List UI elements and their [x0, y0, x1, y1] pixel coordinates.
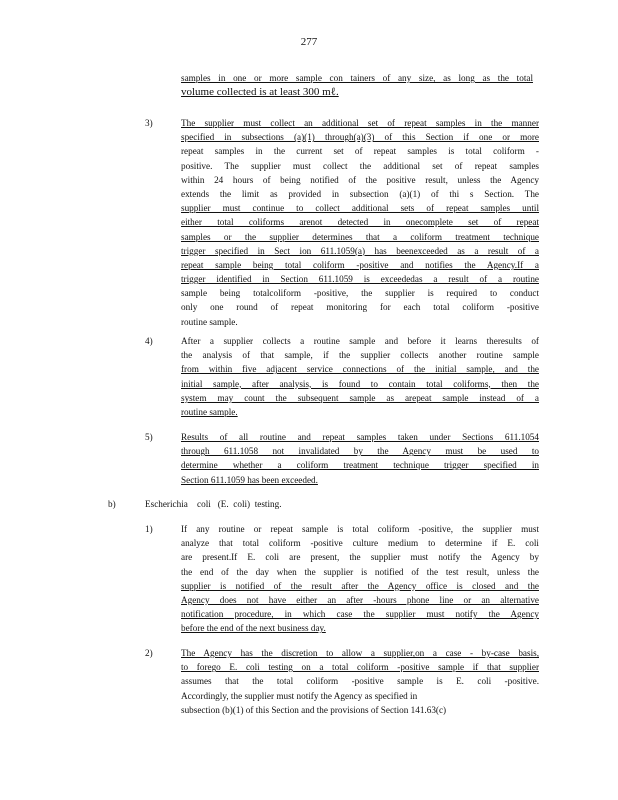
text-line: assumes that the total coliform -positive sample is E. coli -positive. [181, 676, 539, 687]
text-line: supplier is notified of the result after the Agency office is closed and the [181, 580, 539, 591]
text-line: routine sample. [181, 406, 238, 417]
text-line: subsection (b)(1) of this Section and the provisions of Section 141.63(c) [181, 704, 447, 715]
section-b-letter: b) [108, 499, 116, 509]
text-line: If any routine or repeat sample is total coliform -positive, the supplier must [181, 524, 539, 534]
text-line: repeat samples in the current set of repeat samples is total coliform - [181, 146, 539, 157]
text-line: determine whether a coliform treatment technique trigger specified in [181, 460, 539, 471]
text-line: routine sample. [181, 316, 238, 327]
text-line: the analysis of that sample, if the supplier collects another routine sample [181, 350, 539, 361]
text-line: volume collected is at least 300 mℓ. [181, 86, 339, 99]
text-line: initial sample, after analysis, is found to contain total coliforms, then the [181, 378, 539, 389]
text-line: only one round of repeat monitoring for each total coliform -positive [181, 302, 539, 313]
text-line: repeat sample being total coliform -positive and notifies the Agency.If a [181, 259, 539, 270]
item-number: 5) [145, 432, 153, 442]
item-number: 3) [145, 118, 153, 128]
text-line: Accordingly, the supplier must notify the Agency as specified in [181, 690, 418, 701]
text-line: are present.If E. coli are present, the supplier must notify the Agency by [181, 552, 539, 563]
item-number: 4) [145, 336, 153, 346]
text-line: either total coliforms arenot detected in onecomplete set of repeat [181, 217, 539, 228]
item-number: 1) [145, 524, 153, 534]
text-line: extends the limit as provided in subsection (a)(1) of thi s Section. The [181, 188, 539, 199]
text-line: The Agency has the discretion to allow a supplier,on a case - by-case basis, [181, 648, 539, 658]
item-number: 2) [145, 648, 153, 658]
text-line: Section 611.1059 has been exceeded. [181, 474, 318, 485]
page-number: 277 [300, 36, 318, 48]
text-line: samples or the supplier determines that a coliform treatment technique [181, 231, 539, 242]
text-line: samples in one or more sample con tainers of any size, as long as the total [181, 73, 533, 83]
text-line: through 611.1058 not invalidated by the Agency must be used to [181, 446, 539, 457]
section-b-heading: Escherichia coli (E. coli) testing. [145, 499, 282, 509]
text-line: Results of all routine and repeat samples taken under Sections 611.1054 [181, 432, 539, 442]
text-line: the end of the day when the supplier is notified of the test result, unless the [181, 566, 539, 577]
item-paragraph [181, 522, 539, 636]
text-line: sample being totalcoliform -positive, the supplier is required to conduct [181, 288, 539, 299]
text-line: system may count the subsequent sample as arepeat sample instead of a [181, 392, 539, 403]
item-paragraph [181, 646, 539, 717]
text-line: notification procedure, in which case the supplier must notify the Agency [181, 609, 539, 620]
text-line: before the end of the next business day. [181, 623, 326, 634]
text-line: trigger specified in Sect ion 611.1059(a) has beenexceeded as a result of a [181, 245, 539, 256]
item-paragraph [181, 430, 539, 487]
text-line: After a supplier collects a routine sample and before it learns theresults of [181, 336, 539, 346]
text-line: trigger identified in Section 611.1059 is exceededas a result of a routine [181, 274, 539, 285]
item-paragraph [181, 334, 539, 419]
text-line: supplier must continue to collect additional sets of repeat samples until [181, 203, 539, 214]
text-line: to forego E. coli testing on a total coliform -positive sample if that supplier [181, 662, 539, 673]
intro-paragraph [181, 71, 533, 99]
text-line: positive. The supplier must collect the additional set of repeat samples [181, 160, 539, 171]
text-line: Agency does not have either an after -hours phone line or an alternative [181, 594, 539, 605]
text-line: analyze that total coliform -positive culture medium to determine if E. coli [181, 538, 539, 549]
text-line: specified in subsections (a)(1) through(a)(3) of this Section if one or more [181, 132, 539, 143]
text-line: The supplier must collect an additional set of repeat samples in the manner [181, 118, 539, 128]
text-line: within 24 hours of being notified of the positive result, unless the Agency [181, 174, 539, 185]
item-paragraph [181, 116, 539, 329]
text-line: from within five adjacent service connections of the initial sample, and the [181, 364, 539, 375]
